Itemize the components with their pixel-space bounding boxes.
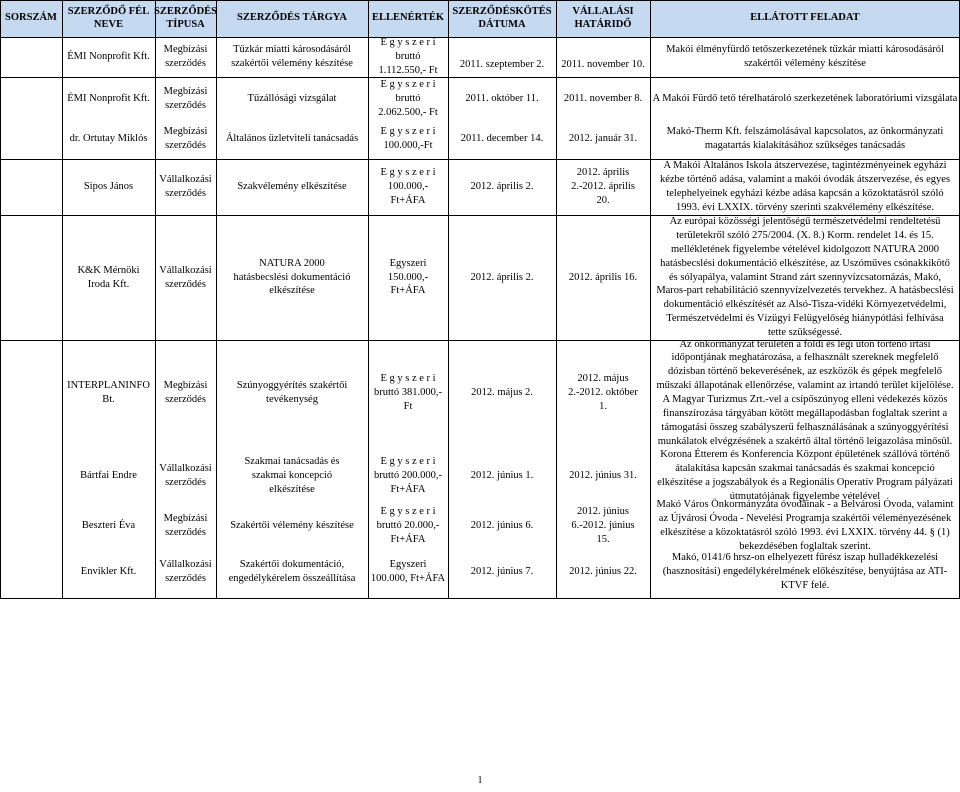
cell-subject: Szakértői vélemény készítése	[230, 520, 354, 532]
table-border-bottom	[0, 598, 960, 599]
cell-task: Makói élményfürdő tetőszerkezetének tűzkár miatti károsodásáról szakértői vélemény készítése	[666, 44, 944, 69]
cell-subject: Szakértői dokumentáció, engedélykérelem összeállítása	[228, 559, 356, 584]
cell-subject: Szakvélemény elkészítése	[237, 181, 347, 193]
cell-deadline: 2012. január 31.	[568, 133, 638, 145]
header-deadline: VÁLLALÁSI HATÁRIDŐ	[572, 6, 634, 30]
cell-party: dr. Ortutay Miklós	[69, 133, 148, 145]
cell-party: ÉMI Nonprofit Kft.	[67, 51, 150, 63]
cell-contract-type: Megbízási szerződés	[163, 44, 208, 69]
cell-task: A Makói Általános Iskola átszervezése, tagintézményeinek egyházi kézbe történő adása, valamint a makói óvodák átszervezése, és egyes telephelyeinek egyházi kézbe adása kapcsán a közoktatásról szóló 1993. évi LXXIX. törvény szerinti szakvélemény elkészítése.	[659, 160, 951, 213]
cell-price: E g y s z e r i 100.000,-Ft+ÁFA	[380, 167, 436, 206]
cell-party: ÉMI Nonprofit Kft.	[67, 93, 150, 105]
cell-price: E g y s z e r i bruttó 20.000,- Ft+ÁFA	[376, 506, 440, 545]
cell-contract-type: Megbízási szerződés	[163, 380, 208, 405]
cell-party: Sipos János	[83, 181, 134, 193]
header-party: SZERZŐDŐ FÉL NEVE	[67, 6, 150, 30]
cell-deadline: 2012. június 31.	[569, 470, 637, 482]
cell-deadline: 2012. május 2.-2012. október 1.	[568, 373, 638, 412]
cell-subject: Szakmai tanácsadás és szakmai koncepció elkészítése	[244, 456, 340, 495]
cell-price: E g y s z e r i 100.000,-Ft	[380, 126, 436, 151]
cell-signed-date: 2012. június 6.	[470, 520, 534, 532]
cell-price: E g y s z e r i bruttó 2.062.500,- Ft	[378, 79, 438, 118]
cell-party: Beszteri Éva	[81, 520, 136, 532]
header-signed-date: SZERZŐDÉSKÖTÉS DÁTUMA	[452, 6, 552, 30]
header-task: ELLÁTOTT FELADAT	[750, 12, 860, 24]
cell-signed-date: 2011. október 11.	[465, 93, 539, 105]
header-price: ELLENÉRTÉK	[372, 12, 444, 24]
cell-party: Envikler Kft.	[80, 566, 137, 578]
column-divider	[0, 0, 1, 598]
cell-party: Bártfai Endre	[80, 470, 137, 482]
cell-party: K&K Mérnöki Iroda Kft.	[77, 264, 140, 290]
cell-subject: Általános üzletviteli tanácsadás	[225, 133, 359, 145]
cell-signed-date: 2011. december 14.	[460, 133, 544, 145]
cell-deadline: 2012. június 22.	[569, 566, 637, 578]
cell-contract-type: Megbízási szerződés	[163, 513, 208, 538]
cell-signed-date: 2012. június 7.	[470, 566, 534, 578]
cell-signed-date: 2012. június 1.	[470, 470, 534, 482]
cell-price: E g y s z e r i bruttó 381.000,-Ft	[374, 373, 442, 412]
cell-contract-type: Vállalkozási szerződés	[159, 264, 212, 290]
cell-contract-type: Vállalkozási szerződés	[159, 463, 212, 488]
cell-task: Makó-Therm Kft. felszámolásával kapcsolatos, az önkormányzati magatartás kialakításához szükséges tanácsadás	[666, 126, 944, 151]
cell-subject: Szúnyoggyérítés szakértői tevékenység	[236, 380, 348, 405]
cell-signed-date: 2012. április 2.	[470, 181, 534, 193]
header-subject: SZERZŐDÉS TÁRGYA	[237, 12, 347, 24]
cell-contract-type: Vállalkozási szerződés	[159, 174, 212, 199]
cell-signed-date: 2011. szeptember 2.	[459, 59, 545, 71]
cell-subject: Tűzállósági vizsgálat	[247, 93, 337, 105]
cell-task: Makó Város Önkormányzata óvodáinak - a Belvárosi Óvoda, valamint az Újvárosi Óvoda - Nevelési Programja szakértői véleményezésének elkészítése a közoktatásról szóló 1993. évi LXXIX. törvény 44. § (1) bekezdésében foglaltak szerint.	[656, 499, 954, 552]
header-sorszam: SORSZÁM	[5, 12, 57, 24]
cell-deadline: 2012. április 2.-2012. április 20.	[571, 167, 635, 206]
cell-signed-date: 2012. május 2.	[471, 387, 533, 399]
cell-deadline: 2012. április 16.	[568, 271, 638, 283]
cell-price: E g y s z e r i bruttó 200.000,- Ft+ÁFA	[374, 456, 442, 495]
cell-price: E g y s z e r i bruttó 1.112.550,- Ft	[378, 37, 438, 76]
cell-signed-date: 2012. április 2.	[470, 271, 534, 283]
cell-deadline: 2012. június 6.-2012. június 15.	[571, 506, 635, 545]
cell-subject: NATURA 2000 hatásbecslési dokumentáció elkészítése	[233, 257, 351, 297]
cell-task: Az európai közösségi jelentőségű természetvédelmi rendeltetésű területekről szóló 275/2004. (X. 8.) Korm. rendelet 14. és 15. mellékletének figyelembe vételével kidolgozott NATURA 2000 hatásbecslési dokumentáció elkészítése, az Uszóműves csónakkikötő és sólyapálya, valamint Strand zárt szennyvízcsatornázás, Makó, Maros-part rehabilitáció szennyvízelvezetés tervekhez. A hatásbecslési dokumentáció elkészítését az Alsó-Tisza-vidéki Környezetvédelmi, Természetvédelmi és Vízügyi Felügyelőség hiánypótlási felhívása tette szükségessé.	[656, 216, 954, 339]
cell-price: Egyszeri 150.000,- Ft+ÁFA	[387, 257, 429, 297]
cell-subject: Tűzkár miatti károsodásáról szakértői vélemény készítése	[231, 44, 353, 69]
cell-task: Korona Étterem és Konferencia Központ épületének szállóvá történő átalakítása kapcsán szakmai tanácsadás és szakmai koncepció elkészítése a jogszabályok és a Regionális Operatív Program pályázati útmutatójának figyelembe vételével	[657, 449, 953, 502]
cell-task: Makó, 0141/6 hrsz-on elhelyezett fűrész iszap hulladékkezelési (hasznosítási) engedélykérelmének előkészítése, benyújtása az ATI-KTVF felé.	[662, 552, 948, 591]
cell-price: Egyszeri 100.000, Ft+ÁFA	[370, 559, 446, 584]
cell-contract-type: Megbízási szerződés	[163, 126, 208, 151]
cell-task: Az önkormányzat területén a földi és légi úton történő irtási időpontjának meghatározása, a felhasznált szereknek megfelelő dózisban történő bekeverésének, az eszközök és gépek megfelelő műszaki állapotának ellenőrzése, valamint az irtandó terület kijelölése. A Magyar Turizmus Zrt.-vel a csípőszúnyog elleni védekezés közös finanszírozása tárgyában kötött megállapodásban foglaltak szerint a támogatási összeg szabályszerű felhasználásának a szúnyoggyérítési munkálatok elvégzésének a szakértő által történő leigazolása minősül.	[656, 338, 954, 447]
cell-party: INTERPLANINFO Bt.	[67, 380, 150, 405]
cell-contract-type: Vállalkozási szerződés	[159, 559, 212, 584]
cell-contract-type: Megbízási szerződés	[163, 86, 208, 111]
page-number: 1	[477, 775, 483, 786]
header-contract-type: SZERZŐDÉS TÍPUSA	[153, 6, 218, 30]
cell-deadline: 2011. november 10.	[561, 59, 645, 71]
cell-deadline: 2011. november 8.	[563, 93, 643, 105]
cell-task: A Makói Fürdő tető térelhatároló szerkezetének laboratóriumi vizsgálata	[652, 93, 958, 105]
